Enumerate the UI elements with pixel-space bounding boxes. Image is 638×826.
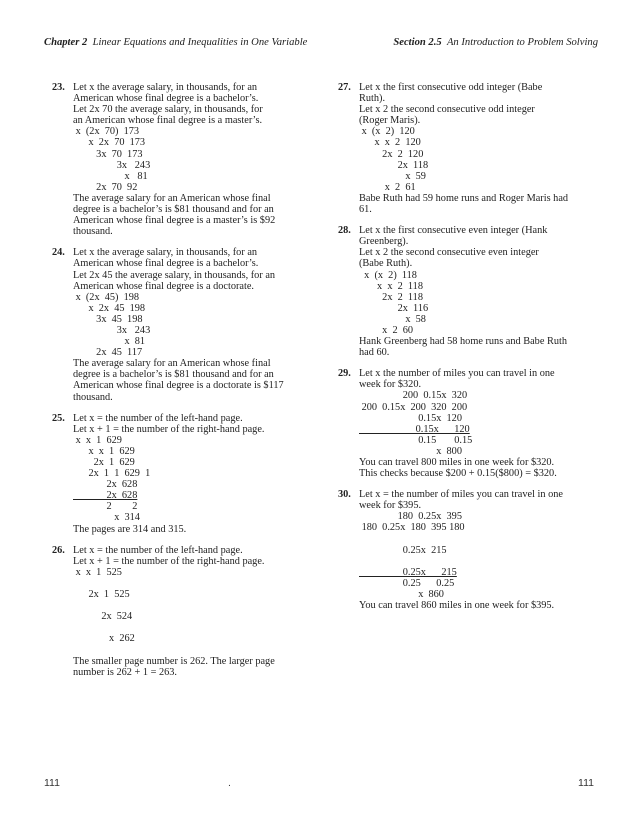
text-line: Babe Ruth had 59 home runs and Roger Maris had: [359, 192, 569, 204]
text-line: Let x the first consecutive odd integer (Babe: [359, 82, 543, 93]
equation-line: 2x 1 1 629 1: [73, 468, 151, 480]
problem: [52, 545, 314, 678]
equation-line: 180 0.25x 180 395 180: [359, 522, 465, 534]
equation-line: x (x 2) 118: [359, 269, 417, 281]
equation-line: 2x 524: [73, 611, 133, 623]
equation-line: 0.15 0.15: [359, 434, 473, 446]
text-line: Let x = the number of the left-hand page.: [73, 412, 243, 424]
equation-line: x 860: [359, 589, 444, 601]
equation-line: 3x 243: [73, 159, 151, 171]
footer-dot: .: [228, 777, 231, 789]
section-label: Section 2.5: [393, 37, 442, 48]
text-line: Let 2x 45 the average salary, in thousands, for an: [73, 269, 276, 281]
text-line: The smaller page number is 262. The larger page: [73, 655, 275, 667]
problem-gap: [338, 215, 600, 225]
text-line: (Babe Ruth).: [359, 258, 413, 270]
text-line: Let x + 1 = the number of the right-hand page.: [73, 423, 265, 435]
page-header: [0, 37, 638, 53]
equation-line: x x 1 629: [73, 445, 135, 457]
equation-line: 2x 116: [359, 302, 429, 314]
chapter-label: Chapter 2: [44, 37, 88, 48]
problem-number: 26.: [52, 544, 65, 556]
equation-line: 3x 243: [73, 324, 151, 336]
equation-line: 2x 628: [73, 479, 138, 491]
equation-line: 2 2: [73, 501, 138, 513]
equation-line: x 314: [73, 512, 140, 524]
equation-line: x 2 61: [359, 181, 416, 193]
problem-number: 29.: [338, 368, 351, 380]
equation-line: [73, 645, 314, 656]
problem-gap: [52, 535, 314, 545]
problem: [338, 82, 600, 215]
equation-line: 200 0.15x 320: [359, 390, 468, 402]
equation-line: 3x 45 198: [73, 313, 143, 325]
equation-line: 2x 70 92: [73, 181, 138, 193]
right-column: [338, 82, 600, 611]
equation-line: 3x 70 173: [73, 148, 143, 160]
text-line: American whose final degree is a bachelor’s.: [73, 258, 259, 270]
text-line: American whose final degree is a doctorate.: [73, 280, 254, 292]
equation-line: 0.25 0.25: [359, 577, 455, 589]
text-line: had 60.: [359, 347, 390, 359]
text-line: an American whose final degree is a master’s.: [73, 115, 263, 127]
chapter-heading: [44, 37, 307, 48]
text-line: Let x + 1 = the number of the right-hand page.: [73, 555, 265, 567]
text-line: This checks because $200 + 0.15($800) = $320.: [359, 468, 557, 480]
page-number-left: 111: [44, 777, 60, 789]
text-line: American whose final degree is a doctorate is $117: [73, 380, 284, 392]
equation-line: [359, 556, 600, 567]
equation-line: 180 0.25x 395: [359, 511, 462, 523]
equation-line: x (2x 70) 173: [73, 126, 140, 138]
equation-line: [73, 600, 314, 611]
problem-gap: [52, 237, 314, 247]
equation-line: [73, 578, 314, 589]
equation-line: x 800: [359, 445, 462, 457]
problem-number: 30.: [338, 489, 351, 501]
text-line: Hank Greenberg had 58 home runs and Babe Ruth: [359, 336, 567, 348]
equation-line: 0.15x 120: [359, 423, 470, 435]
text-line: Let x = the number of miles you can travel in one: [359, 489, 563, 501]
problem-number: 23.: [52, 82, 65, 93]
text-line: The average salary for an American whose final: [73, 358, 271, 370]
problem-gap: [338, 479, 600, 489]
equation-line: x 59: [359, 170, 426, 182]
text-line: thousand.: [73, 226, 113, 238]
text-line: 61.: [359, 204, 372, 216]
equation-line: x x 2 118: [359, 280, 423, 292]
equation-line: x x 1 629: [73, 434, 122, 446]
text-line: Greenberg).: [359, 236, 409, 248]
equation-line: [73, 622, 314, 633]
problem: [338, 225, 600, 358]
equation-line: x 262: [73, 633, 135, 645]
text-line: You can travel 800 miles in one week for $320.: [359, 457, 555, 468]
problem: [52, 247, 314, 402]
text-line: week for $320.: [359, 379, 422, 391]
problem-number: 28.: [338, 225, 351, 237]
text-line: number is 262 + 1 = 263.: [73, 666, 177, 678]
equation-line: 0.15x 120: [359, 412, 462, 424]
problem: [338, 489, 600, 611]
problem: [52, 82, 314, 237]
problem: [52, 413, 314, 535]
problem-gap: [52, 403, 314, 413]
text-line: degree is a bachelor’s is $81 thousand and for an: [73, 369, 274, 381]
text-line: American whose final degree is a bachelor’s.: [73, 93, 259, 105]
page-number-right: 111: [578, 777, 594, 789]
equation-line: x (x 2) 120: [359, 126, 415, 138]
text-line: Let x the average salary, in thousands, for an: [73, 247, 258, 259]
equation-line: 0.25x 215: [359, 544, 447, 556]
equation-line: 2x 1 629: [73, 457, 135, 468]
equation-line: 0.25x 215: [359, 566, 457, 578]
text-line: thousand.: [73, 391, 113, 403]
equation-line: x x 1 525: [73, 566, 122, 578]
equation-line: 200 0.15x 200 320 200: [359, 401, 468, 413]
equation-line: x x 2 120: [359, 137, 421, 149]
text-line: degree is a bachelor’s is $81 thousand and for an: [73, 204, 274, 216]
text-line: (Roger Maris).: [359, 115, 421, 127]
section-heading: [393, 37, 598, 48]
problem-gap: [338, 358, 600, 368]
text-line: The pages are 314 and 315.: [73, 523, 187, 535]
equation-line: x 81: [73, 336, 146, 348]
text-line: Let x the number of miles you can travel in one: [359, 368, 555, 380]
text-line: Let 2x 70 the average salary, in thousands, for: [73, 104, 263, 116]
text-line: Ruth).: [359, 93, 386, 105]
text-line: Let x = the number of the left-hand page.: [73, 544, 243, 556]
equation-line: x 81: [73, 170, 148, 182]
equation-line: x 58: [359, 313, 426, 325]
equation-line: 2x 628: [73, 490, 138, 502]
text-line: Let x the average salary, in thousands, for an: [73, 82, 258, 93]
equation-line: x 2x 45 198: [73, 302, 146, 314]
equation-line: 2x 118: [359, 159, 429, 171]
equation-line: 2x 45 117: [73, 347, 143, 359]
chapter-title: Linear Equations and Inequalities in One Variable: [92, 37, 308, 48]
text-line: The average salary for an American whose final: [73, 192, 271, 204]
equation-line: x 2x 70 173: [73, 137, 146, 149]
problem: [338, 368, 600, 479]
problem-number: 24.: [52, 247, 65, 259]
equation-line: 2x 2 120: [359, 148, 424, 160]
problem-number: 27.: [338, 82, 351, 93]
equation-line: x (2x 45) 198: [73, 291, 140, 303]
text-line: Let x 2 the second consecutive odd integer: [359, 104, 535, 116]
text-line: Let x 2 the second consecutive even integer: [359, 247, 539, 259]
text-line: You can travel 860 miles in one week for $395.: [359, 600, 555, 612]
left-column: [52, 82, 314, 678]
equation-line: [359, 534, 600, 545]
text-line: Let x the first consecutive even integer (Hank: [359, 225, 548, 237]
equation-line: 2x 1 525: [73, 589, 130, 601]
text-line: week for $395.: [359, 500, 422, 512]
problem-number: 25.: [52, 412, 65, 424]
section-title: An Introduction to Problem Solving: [446, 37, 598, 48]
text-line: American whose final degree is a master’s is $92: [73, 215, 276, 227]
equation-line: 2x 2 118: [359, 291, 423, 303]
equation-line: x 2 60: [359, 324, 414, 336]
